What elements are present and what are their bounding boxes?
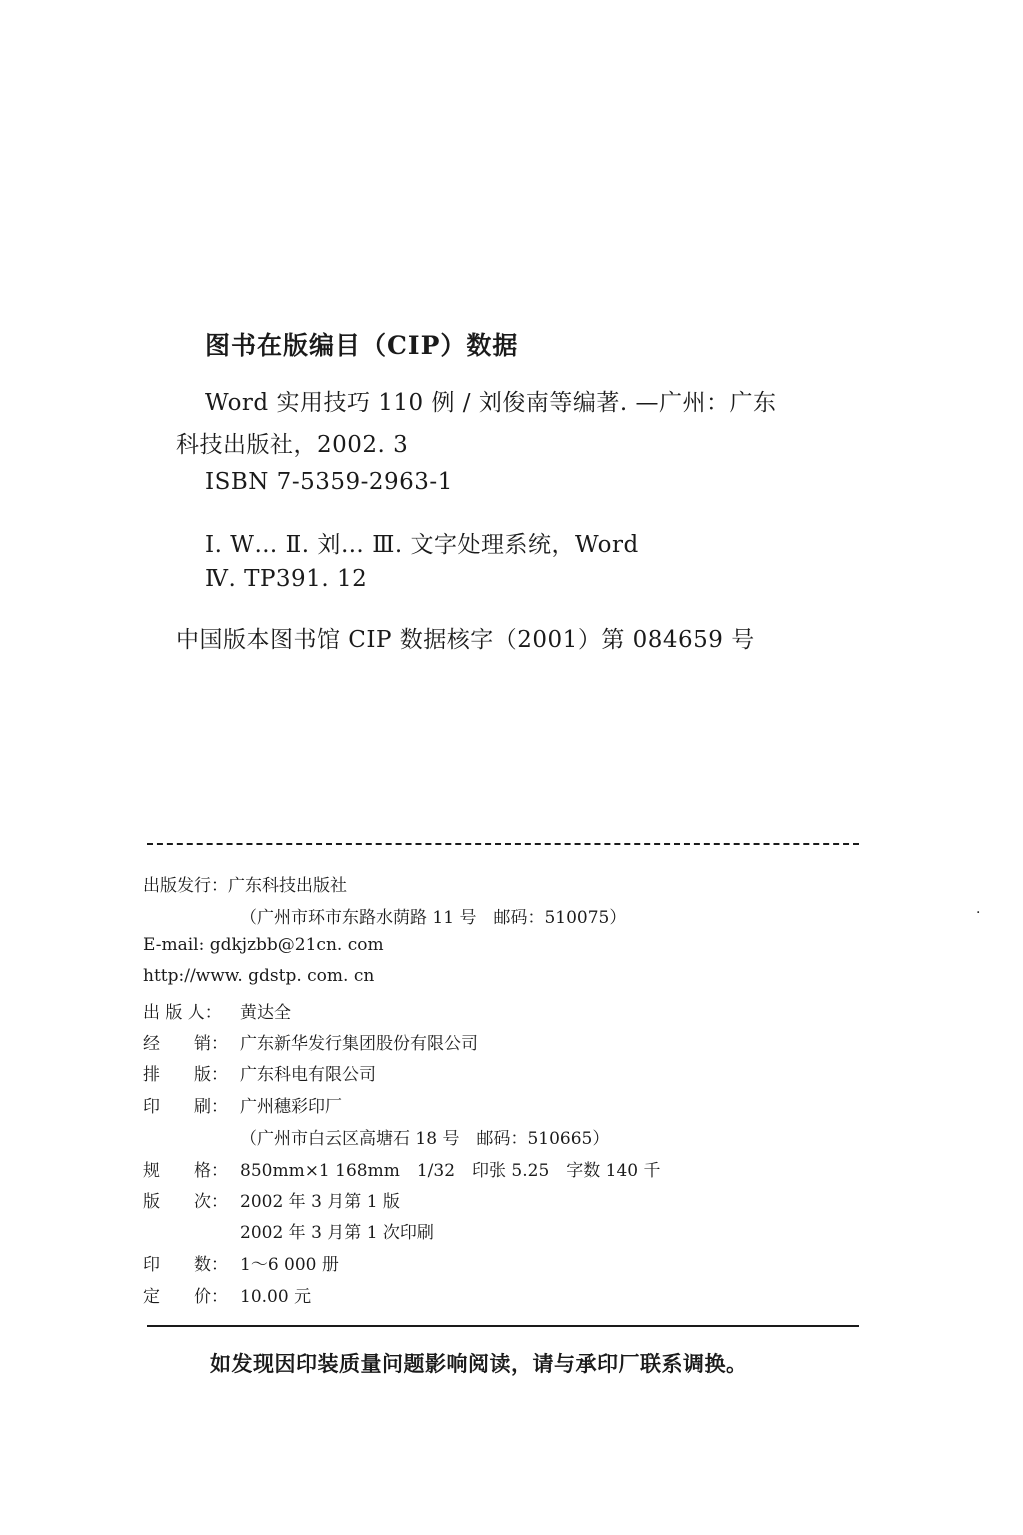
imprint-printing-address: （广州市白云区高塘石 18 号 邮码：510665） xyxy=(240,1129,610,1149)
cip-subject-line: Ⅰ. W… Ⅱ. 刘… Ⅲ. 文字处理系统，Word xyxy=(205,532,639,558)
imprint-typesetting-label: 排 版： xyxy=(143,1065,228,1085)
cip-heading: 图书在版编目（CIP）数据 xyxy=(205,331,519,360)
imprint-publisher-person-label: 出 版 人： xyxy=(143,1003,222,1023)
imprint-format-label: 规 格： xyxy=(143,1161,228,1181)
imprint-bottom-rule xyxy=(147,1325,859,1327)
imprint-edition-print: 2002 年 3 月第 1 次印刷 xyxy=(240,1223,434,1243)
imprint-typesetting-value: 广东科电有限公司 xyxy=(240,1065,376,1085)
imprint-website: http://www. gdstp. com. cn xyxy=(143,966,375,986)
cip-record-number: 中国版本图书馆 CIP 数据核字（2001）第 084659 号 xyxy=(176,627,755,653)
stray-mark: · xyxy=(976,905,981,921)
cip-publisher-line: 科技出版社，2002. 3 xyxy=(176,432,409,458)
imprint-distribution-label: 经 销： xyxy=(143,1034,228,1054)
imprint-print-run-label: 印 数： xyxy=(143,1255,228,1275)
cip-classification: Ⅳ. TP391. 12 xyxy=(205,566,368,592)
imprint-price-value: 10.00 元 xyxy=(240,1287,312,1307)
imprint-printing-label: 印 刷： xyxy=(143,1097,228,1117)
imprint-edition-value: 2002 年 3 月第 1 版 xyxy=(240,1192,400,1212)
imprint-email: E-mail: gdkjzbb@21cn. com xyxy=(143,935,384,955)
cip-isbn: ISBN 7-5359-2963-1 xyxy=(205,469,453,495)
imprint-top-rule xyxy=(147,843,859,845)
imprint-publisher-address: （广州市环市东路水荫路 11 号 邮码：510075） xyxy=(240,908,627,928)
imprint-distribution-value: 广东新华发行集团股份有限公司 xyxy=(240,1034,478,1054)
quality-notice: 如发现因印装质量问题影响阅读，请与承印厂联系调换。 xyxy=(210,1351,748,1376)
imprint-print-run-value: 1～6 000 册 xyxy=(240,1255,339,1275)
imprint-publisher: 出版发行：广东科技出版社 xyxy=(143,876,347,896)
cip-title-line: Word 实用技巧 110 例 / 刘俊南等编著. —广州：广东 xyxy=(205,390,777,416)
imprint-price-label: 定 价： xyxy=(143,1287,228,1307)
imprint-publisher-person-value: 黄达全 xyxy=(240,1003,291,1023)
imprint-printing-value: 广州穗彩印厂 xyxy=(240,1097,342,1117)
imprint-format-value: 850mm×1 168mm 1/32 印张 5.25 字数 140 千 xyxy=(240,1161,661,1181)
imprint-edition-label: 版 次： xyxy=(143,1192,228,1212)
